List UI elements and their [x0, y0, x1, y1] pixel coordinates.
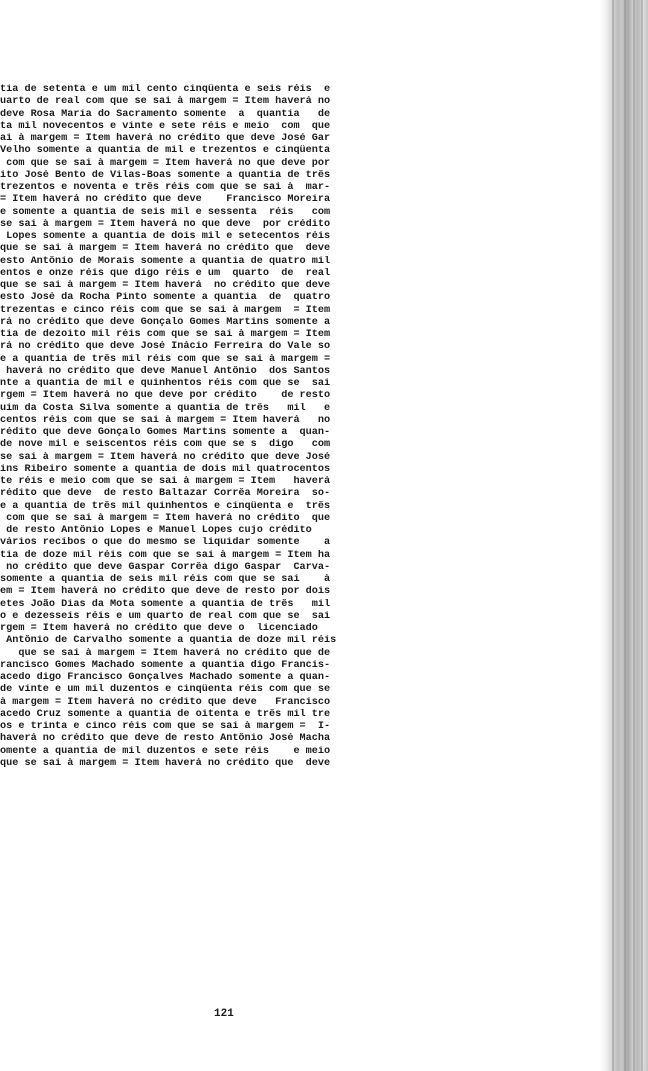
text-line: no crédito que deve Gaspar Corrêa digo Gaspar Carva- — [0, 561, 331, 573]
text-line: se sai à margem = Item haverá no que deve por crédito — [0, 218, 331, 230]
text-line: entos e onze réis que digo réis e um quarto de real — [0, 267, 331, 279]
text-line: haverá no crédito que deve Manuel Antônio dos Santos — [0, 365, 331, 377]
text-line: ta mil novecentos e vinte e sete réis e meio com que — [0, 120, 331, 132]
text-line: de vinte e um mil duzentos e cinqüenta réis com que se — [0, 684, 331, 696]
text-line: rédito que deve Gonçalo Gomes Martins somente a quan- — [0, 427, 331, 438]
text-line: uim da Costa Silva somente a quantia de três mil e — [0, 402, 331, 414]
text-line: ins Ribeiro somente a quantia de dois mil quatrocentos — [0, 463, 331, 475]
text-line: em = Item haverá no crédito que deve de resto por dois — [0, 586, 331, 598]
text-line: uarto de real com que se sai à margem = Item haverá no — [0, 96, 331, 108]
text-line: deve Rosa Maria do Sacramento somente a quantia de — [0, 108, 331, 120]
text-line: acedo digo Francisco Gonçalves Machado somente a quan- — [0, 672, 331, 683]
page-number: 121 — [214, 1008, 234, 1020]
text-line: rédito que deve de resto Baltazar Corrêa Moreira so- — [0, 488, 331, 500]
text-line: Antônio de Carvalho somente a quantia de doze mil réis — [0, 635, 337, 647]
text-line: que se sai à margem = Item haverá no crédito que deve — [0, 243, 331, 255]
text-line: que se sai à margem = Item haverá no crédito que de — [0, 647, 331, 659]
text-line: etes João Dias da Mota somente a quantia de três mil — [0, 598, 331, 610]
text-line: à margem = Item haverá no crédito que deve Francisco — [0, 696, 331, 708]
text-line: com que se sai à margem = Item haverá no que deve por — [0, 157, 331, 169]
text-line: tia de setenta e um mil cento cinqüenta e seis réis e — [0, 84, 331, 95]
text-line: rgem = Item haverá no que deve por crédito de resto — [0, 390, 331, 402]
text-line: vários recibos o que do mesmo se liquidar somente a — [0, 537, 331, 549]
text-line: rá no crédito que deve Gonçalo Gomes Martins somente a — [0, 316, 331, 328]
text-line: esto José da Rocha Pinto somente a quantia de quatro — [0, 292, 331, 304]
text-line: te réis e meio com que se sai à margem = Item haverá — [0, 476, 331, 487]
text-line: esto Antônio de Morais somente a quantia de quatro mil — [0, 255, 331, 267]
body-text — [0, 84, 480, 770]
text-line: o e dezesseis réis e um quarto de real com que se sai — [0, 610, 331, 622]
text-line: tia de doze mil réis com que se sai à margem = Item ha — [0, 549, 331, 561]
text-line: Velho somente a quantia de mil e trezentos e cinqüenta — [0, 145, 331, 157]
text-line: se sai à margem = Item haverá no crédito que deve José — [0, 451, 331, 463]
text-line: os e trinta e cinco réis com que se sai à margem = I- — [0, 721, 331, 732]
text-line: haverá no crédito que deve de resto Antônio José Macha — [0, 733, 331, 745]
text-line: trezentas e cinco réis com que se sai à margem = Item — [0, 304, 331, 316]
text-line: rgem = Item haverá no crédito que deve o licenciado — [0, 623, 318, 634]
text-line: e a quantia de três mil quinhentos e cinqüenta e três — [0, 500, 331, 512]
text-line: e somente a quantia de seis mil e sessenta réis com — [0, 206, 331, 218]
text-line: = Item haverá no crédito que deve Francisco Moreira — [0, 194, 331, 206]
text-line: com que se sai à margem = Item haverá no crédito que — [0, 512, 331, 524]
text-line: ai à margem = Item haverá no crédito que deve José Gar — [0, 133, 331, 144]
text-line: Lopes somente a quantia de dois mil e setecentos réis — [0, 231, 331, 242]
page-binding-edge — [600, 0, 648, 1071]
text-line: de resto Antônio Lopes e Manuel Lopes cujo crédito — [0, 525, 312, 536]
text-line: trezentos e noventa e três réis com que se sai à mar- — [0, 182, 331, 193]
text-line: que se sai à margem = Item haverá no crédito que deve — [0, 757, 331, 769]
text-line: somente a quantia de seis mil réis com que se sai à — [0, 574, 331, 585]
text-line: nte a quantia de mil e quinhentos réis com que se sai — [0, 378, 331, 389]
text-line: de nove mil e seiscentos réis com que se s digo com — [0, 439, 331, 451]
text-line: que se sai à margem = Item haverá no crédito que deve — [0, 280, 331, 291]
text-line: rancisco Gomes Machado somente a quantia digo Francis- — [0, 659, 331, 671]
text-line: acedo Cruz somente a quantia de oitenta e três mil tre — [0, 708, 331, 720]
text-line: e a quantia de três mil réis com que se sai à margem = — [0, 353, 331, 365]
text-line: tia de dezoito mil réis com que se sai à margem = Item — [0, 329, 331, 340]
text-line: centos réis com que se sai à margem = Item haverá no — [0, 414, 331, 426]
text-line: ito José Bento de Vilas-Boas somente a quantia de três — [0, 169, 331, 181]
text-line: rá no crédito que deve José Inácio Ferreira do Vale so — [0, 341, 331, 353]
text-line: omente a quantia de mil duzentos e sete réis e meio — [0, 745, 331, 757]
